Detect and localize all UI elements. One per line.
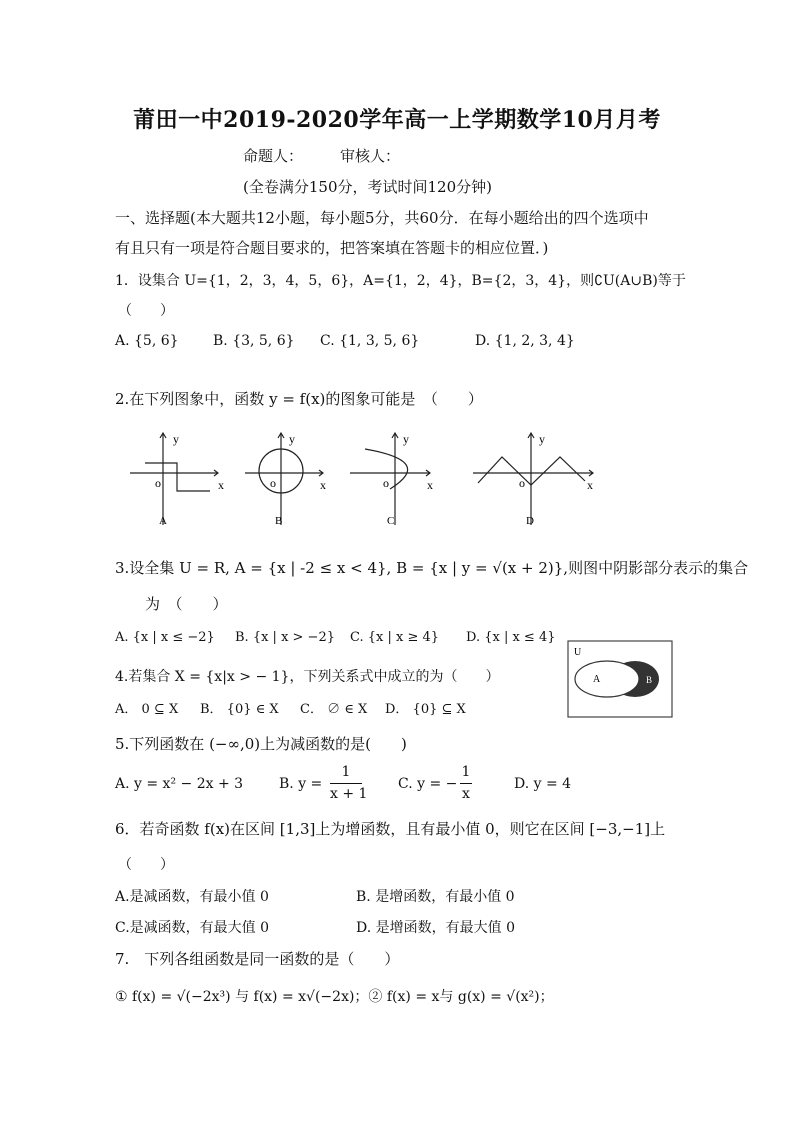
q2-graphs [115, 425, 615, 535]
graph-a-y-label: y [173, 432, 179, 446]
q3-option-c: C. {x | x ≥ 4} [350, 630, 440, 645]
q1-option-d: D. {1, 2, 3, 4} [475, 333, 575, 349]
q7-pairs: ① f(x) = √(−2x³) 与 f(x) = x√(−2x)；② f(x) = x与 g(x) = √(x²)； [115, 989, 554, 1005]
graph-c-y-label: y [403, 432, 409, 446]
q5-option-c-fraction-bar [460, 783, 472, 784]
graph-c-origin: o [383, 476, 389, 490]
q5-stem: 5.下列函数在 (−∞,0)上为减函数的是( ) [115, 735, 407, 753]
q3-stem-cont: 为 （ ） [145, 595, 228, 613]
q1-option-c: C. {1, 3, 5, 6} [320, 333, 420, 349]
graph-d-y-label: y [539, 432, 545, 446]
q6-paren: （ ） [118, 857, 174, 873]
q5-option-b-numerator: 1 [341, 764, 351, 780]
venn-set-a [575, 661, 639, 697]
proposer-label: 命题人： [243, 147, 304, 165]
q5-option-d: D. y = 4 [514, 776, 572, 792]
q6-option-c: C.是减函数，有最大值 0 [115, 920, 270, 936]
section-heading: 一、选择题(本大题共12小题，每小题5分，共60分．在每小题给出的四个选项中 [115, 209, 649, 227]
graph-d [473, 433, 593, 525]
venn-a-label: A [593, 674, 601, 685]
q3-stem: 3.设全集 U = R, A = {x | -2 ≤ x < 4}, B = {x | y = √(x + 2)},则图中阴影部分表示的集合 [115, 559, 749, 577]
q5-option-b-prefix: B. y = [279, 776, 323, 792]
graph-b [245, 433, 323, 525]
graph-c-x-label: x [427, 478, 433, 492]
q5-option-a: A. y = x² − 2x + 3 [115, 776, 244, 792]
q4-option-b: B． {0} ∈ X [200, 702, 279, 717]
q5-option-b-denominator: x + 1 [330, 786, 368, 802]
venn-diagram [567, 640, 673, 718]
exam-note: (全卷满分150分，考试时间120分钟) [243, 178, 492, 196]
reviewer-label: 审核人： [340, 147, 401, 165]
q1-paren: （ ） [118, 303, 174, 319]
section-heading-cont: 有且只有一项是符合题目要求的，把答案填在答题卡的相应位置．) [115, 239, 549, 257]
q4-option-a: A． 0 ⊆ X [115, 702, 179, 717]
graph-c [350, 433, 430, 525]
graph-a-x-label: x [218, 478, 224, 492]
graph-b-y-label: y [289, 432, 295, 446]
q3-option-a: A. {x | x ≤ −2} [115, 630, 215, 645]
q5-option-c-denominator: x [462, 786, 470, 802]
q5-option-c-prefix: C. y = − [398, 776, 458, 792]
graph-d-origin: o [519, 476, 525, 490]
graph-b-label: B [275, 515, 283, 527]
graph-d-label: D [526, 515, 534, 527]
q1-stem: 1．设集合 U={1，2，3，4，5，6}，A={1，2，4}，B={2，3，4}，则∁U(A∪B)等于 [115, 273, 686, 289]
q5-option-c-numerator: 1 [461, 764, 471, 780]
q4-option-c: C． ∅ ∈ X [300, 702, 368, 717]
graph-b-origin: o [270, 476, 276, 490]
q4-stem: 4.若集合 X = {x|x > − 1}，下列关系式中成立的为（ ） [115, 669, 500, 685]
venn-b-label: B [646, 675, 653, 685]
graph-a-origin: o [155, 476, 161, 490]
venn-u-label: U [574, 647, 582, 658]
q5-option-b-fraction-bar [330, 783, 362, 784]
graph-d-x-label: x [587, 478, 593, 492]
graph-c-label: C [387, 515, 395, 527]
q1-option-a: A. {5, 6} [115, 333, 179, 349]
page-title: 莆田一中2019-2020学年高一上学期数学10月月考 [133, 107, 661, 133]
q3-option-d: D. {x | x ≤ 4} [466, 630, 556, 645]
q2-stem: 2.在下列图象中，函数 y = f(x)的图象可能是 （ ） [115, 390, 483, 408]
graph-a [130, 433, 218, 525]
q6-option-b: B. 是增函数，有最小值 0 [356, 889, 515, 905]
q1-option-b: B. {3, 5, 6} [213, 333, 295, 349]
q7-stem: 7. 下列各组函数是同一函数的是（ ） [115, 950, 400, 968]
q4-option-d: D． {0} ⊆ X [385, 702, 466, 717]
graph-a-label: A [159, 515, 167, 527]
q6-option-d: D. 是增函数，有最大值 0 [356, 920, 515, 936]
graph-b-x-label: x [320, 478, 326, 492]
q6-stem: 6．若奇函数 f(x)在区间 [1,3]上为增函数，且有最小值 0，则它在区间 [−3,−1]上 [115, 820, 666, 838]
q3-option-b: B. {x | x > −2} [235, 630, 335, 645]
q6-option-a: A.是减函数，有最小值 0 [115, 889, 269, 905]
